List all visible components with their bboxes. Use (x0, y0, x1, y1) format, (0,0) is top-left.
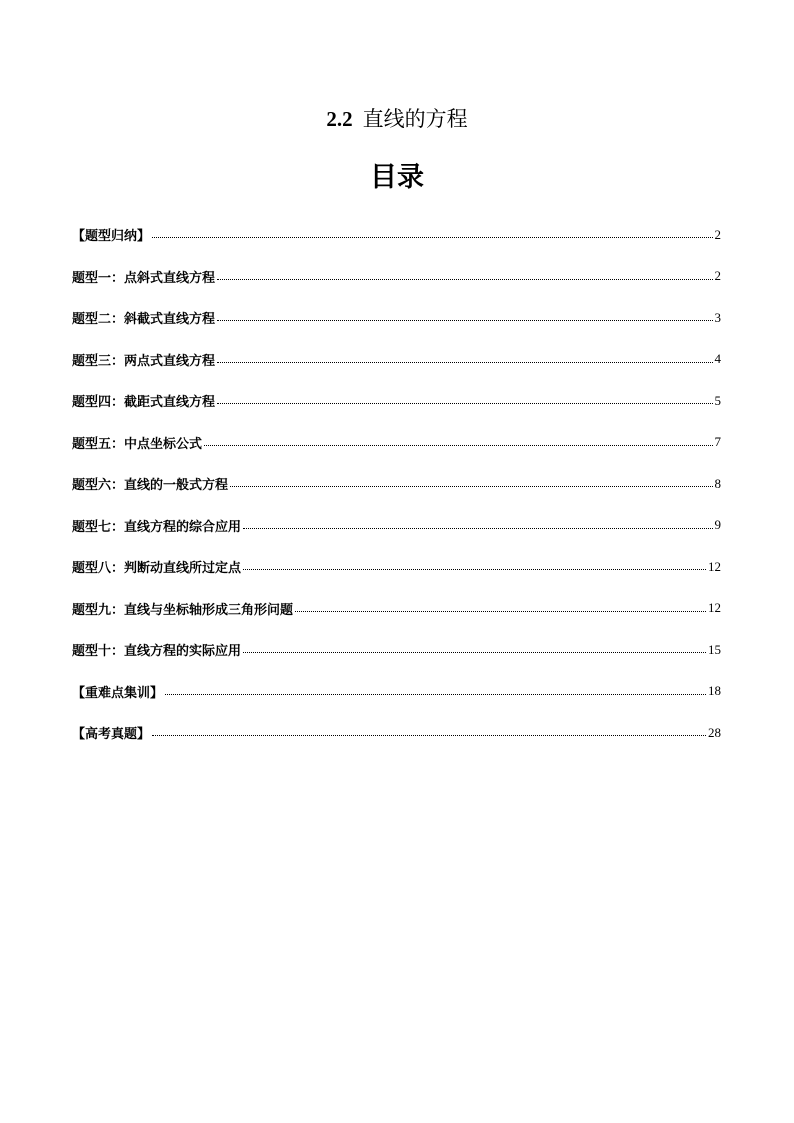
dot-leader (243, 652, 706, 653)
toc-entry-type-6[interactable] (72, 463, 721, 505)
toc-entry-page-number: 15 (708, 641, 721, 657)
toc-entry-label: 题型三：两点式直线方程 (72, 353, 216, 369)
dot-leader (230, 486, 712, 487)
toc-entry-page-number: 2 (714, 226, 721, 242)
toc-entry-label: 题型四：截距式直线方程 (72, 395, 216, 411)
dot-leader (243, 528, 712, 529)
toc-entry-type-4[interactable] (72, 380, 721, 422)
dot-leader (152, 735, 706, 736)
dot-leader (204, 445, 712, 446)
toc-entry-type-1[interactable] (72, 256, 721, 298)
toc-entry-label: 题型五：中点坐标公式 (72, 436, 203, 452)
dot-leader (217, 279, 712, 280)
toc-entry-label: 【重难点集训】 (72, 685, 164, 701)
dot-leader (217, 403, 712, 404)
toc-entry-page-number: 18 (708, 683, 721, 699)
document-title (0, 104, 794, 134)
toc-entry-label: 题型六：直线的一般式方程 (72, 478, 229, 494)
toc-heading: 目录 (370, 162, 424, 193)
toc-entry-type-3[interactable] (72, 339, 721, 381)
toc-entry-type-5[interactable] (72, 422, 721, 464)
toc-entry-page-number: 12 (708, 600, 721, 616)
toc-entry-type-10[interactable] (72, 629, 721, 671)
toc-entry-type-9[interactable] (72, 588, 721, 630)
toc-entry-label: 题型八：判断动直线所过定点 (72, 561, 242, 577)
toc-entry-type-7[interactable] (72, 505, 721, 547)
toc-entry-page-number: 12 (708, 558, 721, 574)
toc-entry-question-types-summary[interactable] (72, 214, 721, 256)
toc-entry-page-number: 9 (714, 517, 721, 533)
toc-entry-label: 题型九：直线与坐标轴形成三角形问题 (72, 602, 294, 618)
toc-entry-label: 【高考真题】 (72, 727, 151, 743)
document-title-number: 2.2 (326, 107, 353, 131)
toc-entry-label: 题型二：斜截式直线方程 (72, 312, 216, 328)
toc-entry-page-number: 28 (708, 724, 721, 740)
dot-leader (217, 320, 712, 321)
toc-entry-type-2[interactable] (72, 297, 721, 339)
toc-entry-page-number: 3 (714, 309, 721, 325)
table-of-contents (72, 214, 721, 754)
toc-entry-label: 题型一：点斜式直线方程 (72, 270, 216, 286)
toc-entry-key-difficulty-training[interactable] (72, 671, 721, 713)
toc-entry-label: 题型十：直线方程的实际应用 (72, 644, 242, 660)
document-title-text: 直线的方程 (362, 107, 468, 131)
dot-leader (152, 237, 712, 238)
toc-entry-type-8[interactable] (72, 546, 721, 588)
toc-entry-label: 【题型归纳】 (72, 229, 151, 245)
dot-leader (243, 569, 706, 570)
toc-entry-page-number: 5 (714, 392, 721, 408)
toc-entry-page-number: 8 (714, 475, 721, 491)
dot-leader (295, 611, 706, 612)
toc-entry-page-number: 7 (714, 434, 721, 450)
dot-leader (217, 362, 712, 363)
toc-entry-page-number: 4 (714, 351, 721, 367)
toc-entry-exam-questions[interactable] (72, 712, 721, 754)
toc-entry-page-number: 2 (714, 268, 721, 284)
dot-leader (165, 694, 706, 695)
toc-entry-label: 题型七：直线方程的综合应用 (72, 519, 242, 535)
